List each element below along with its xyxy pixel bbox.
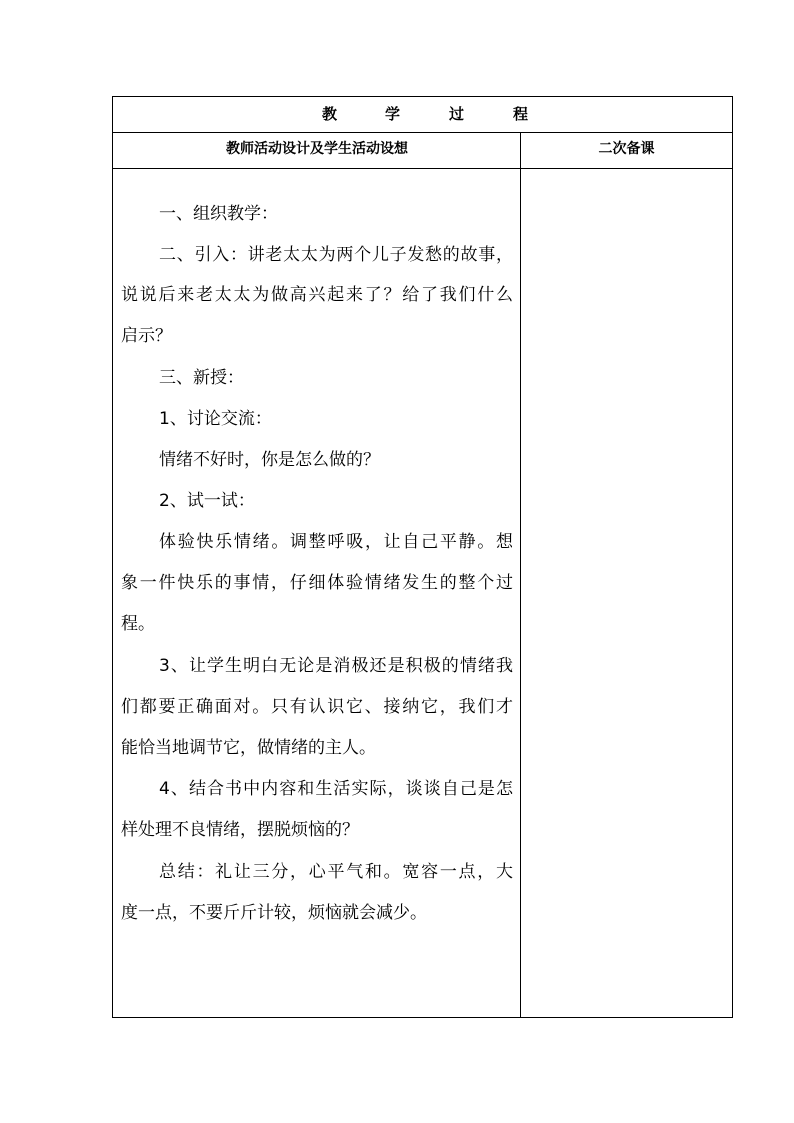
column-divider <box>520 133 521 1017</box>
teacher-activity-content <box>113 169 520 1017</box>
text-line: 总结：礼让三分，心平气和。宽容一点，大 <box>159 862 513 882</box>
text-line: 启示？ <box>121 326 172 346</box>
lesson-plan-table <box>112 96 733 1018</box>
text-line: 三、新授： <box>159 368 244 388</box>
second-prep-header: 二次备课 <box>598 141 655 157</box>
text-line: 2、试一试： <box>159 491 255 511</box>
text-line: 说说后来老太太为做高兴起来了？给了我们什么 <box>121 285 513 305</box>
title-char-3: 过 <box>449 105 465 123</box>
title-char-1: 教 <box>322 105 338 123</box>
header-row <box>113 133 732 169</box>
text-line: 二、引入：讲老太太为两个儿子发愁的故事， <box>159 245 513 265</box>
text-line: 能恰当地调节它，做情绪的主人。 <box>121 738 376 758</box>
text-line: 体验快乐情绪。调整呼吸，让自己平静。想 <box>159 532 513 552</box>
title-char-4: 程 <box>513 105 529 123</box>
text-line: 象一件快乐的事情，仔细体验情绪发生的整个过 <box>121 573 513 593</box>
text-line: 3、让学生明白无论是消极还是积极的情绪我 <box>159 656 513 676</box>
text-line: 度一点，不要斤斤计较，烦恼就会减少。 <box>121 903 427 923</box>
text-line: 样处理不良情绪，摆脱烦恼的？ <box>121 820 359 840</box>
text-line: 程。 <box>121 614 155 634</box>
title-row <box>113 97 732 133</box>
text-line: 情绪不好时，你是怎么做的？ <box>159 450 380 470</box>
text-line: 4、结合书中内容和生活实际，谈谈自己是怎 <box>159 779 513 799</box>
title-char-2: 学 <box>385 105 401 123</box>
teacher-activity-header: 教师活动设计及学生活动设想 <box>226 141 408 157</box>
text-line: 们都要正确面对。只有认识它、接纳它，我们才 <box>121 697 513 717</box>
text-line: 一、组织教学： <box>159 204 278 224</box>
text-line: 1、讨论交流： <box>159 409 272 429</box>
